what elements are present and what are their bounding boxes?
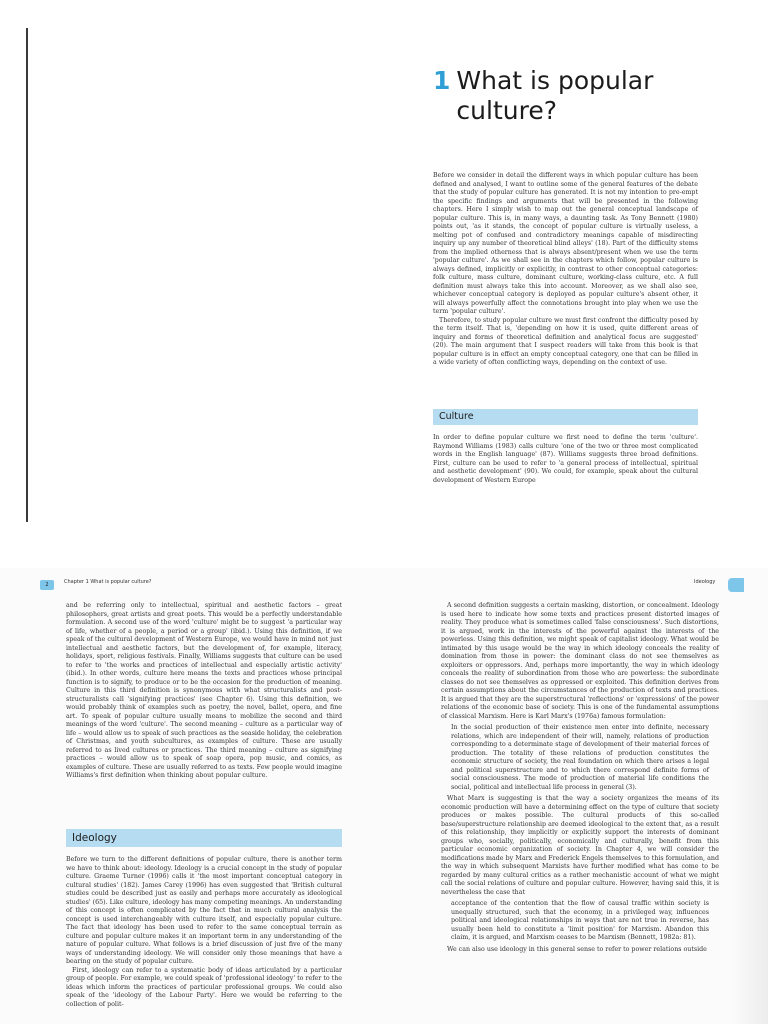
left-column-bottom [66, 856, 342, 1009]
left-running-head: Chapter 1 What is popular culture? [64, 579, 152, 585]
left-paragraph-2: Before we turn to the different definitions of popular culture, there is another term we have to think about: ideology. Ideology is a crucial concept in the study of popular culture. Graeme Turner (1996) calls it 'the most important conceptual category in cultural studies' (182). James Carey (1996) has even suggested that 'British cultural studies could be described just as easily and perhaps more accurately as ideological studies' (65). Like culture, ideology has many competing meanings. An understanding of this concept is often complicated by the fact that in much cultural analysis the concept is used interchangeably with culture itself, and especially popular culture. The fact that ideology has been used to refer to the same conceptual terrain as culture and popular culture makes it an important term in any understanding of the nature of popular culture. What follows is a brief discussion of just five of the many ways of understanding ideology. We will consider only those meanings that have a bearing on the study of popular culture. [66, 856, 342, 965]
intro-paragraph-2: Therefore, to study popular culture we must first confront the difficulty posed by the term itself. That is, 'depending on how it is used, quite different areas of inquiry and forms of theoretical definition and analytical focus are suggested' (20). The main argument that I suspect readers will take from this book is that popular culture is in effect an empty conceptual category, one that can be filled in a wide variety of often conflicting ways, depending on the context of use. [433, 316, 698, 366]
right-page-tab [728, 578, 744, 592]
bennett-quote [451, 900, 709, 943]
chapter-number: 1 [433, 66, 451, 95]
culture-heading: Culture [433, 409, 698, 425]
page-number-tab: 2 [40, 580, 54, 590]
culture-paragraph: In order to define popular culture we first need to define the term 'culture'. Raymond Williams (1983) calls culture 'one of the two or three most complicated words in the English language' (87). Williams suggests three broad definitions. First, culture can be used to refer to 'a general process of intellectual, spiritual and aesthetic development' (90). We could, for example, speak about the cultural development of Western Europe [433, 434, 698, 484]
left-paragraph-3: First, ideology can refer to a systematic body of ideas articulated by a particular group of people. For example, we could speak of 'professional ideology' to refer to the ideas which inform the practices of particular professional groups. We could also speak of the 'ideology of the Labour Party'. Here we would be referring to the collection of polit- [66, 966, 342, 1008]
ideology-heading: Ideology [66, 829, 342, 847]
chapter-title-line1: What is popular [456, 66, 654, 95]
marx-quote [451, 724, 709, 792]
right-running-head: Ideology [694, 579, 716, 585]
chapter-title-line2: culture? [456, 96, 557, 125]
right-paragraph-2: What Marx is suggesting is that the way a society organizes the means of its economic production will have a determining effect on the type of culture that society produces or makes possible. The cultural products of this so-called base/superstructure relationship are deemed ideological to the extent that, as a result of this relationship, they implicitly or explicitly support the interests of dominant groups who, socially, politically, economically and culturally, benefit from this particular economic organization of society. In Chapter 4, we will consider the modifications made by Marx and Frederick Engels themselves to this formulation, and the way in which subsequent Marxists have further modified what has come to be regarded by many cultural critics as a rather mechanistic account of what we might call the social relations of culture and popular culture. However, having said this, it is nevertheless the case that [441, 795, 719, 896]
bennett-quote-text: acceptance of the contention that the flow of causal traffic within society is unequally structured, such that the economy, in a privileged way, influences political and ideological relationships in ways that are not true in reverse, has usually been held to constitute a 'limit position' for Marxism. Abandon this claim, it is argued, and Marxism ceases to be Marxism (Bennett, 1982a: 81). [451, 900, 709, 941]
page-curl-shadow [730, 700, 768, 1024]
page-binding-line [26, 28, 28, 522]
marx-quote-text: In the social production of their existence men enter into definite, necessary relations, which are independent of their will, namely, relations of production corresponding to a determinate stage of development of their material forces of production. The totality of these relations of production constitutes the economic structure of society, the real foundation on which there arises a legal and political superstructure and to which there correspond definite forms of social consciousness. The mode of production of material life conditions the social, political and intellectual life process in general (3). [451, 724, 709, 791]
right-paragraph-3: We can also use ideology in this general sense to refer to power relations outside [447, 945, 707, 953]
culture-text [433, 434, 698, 485]
intro-text [433, 172, 698, 368]
chapter-title [433, 66, 653, 126]
right-column [441, 602, 719, 954]
right-paragraph-1: A second definition suggests a certain masking, distortion, or concealment. Ideology is used here to indicate how some texts and practices present distorted images of reality. They produce what is sometimes called 'false consciousness'. Such distortions, it is argued, work in the interests of the powerful against the interests of the powerless. Using this definition, we might speak of capitalist ideology. What would be intimated by this usage would be the way in which ideology conceals the reality of domination from those in power: the dominant class do not see themselves as exploiters or oppressors. And, perhaps more importantly, the way in which ideology conceals the reality of subordination from those who are powerless: the subordinate classes do not see themselves as oppressed or exploited. This definition derives from certain assumptions about the circumstances of the production of texts and practices. It is argued that they are the superstructural 'reflections' or 'expressions' of the power relations of the economic base of society. This is one of the fundamental assumptions of classical Marxism. Here is Karl Marx's (1976a) famous formulation: [441, 602, 719, 720]
left-column-top [66, 602, 342, 781]
left-paragraph-1: and be referring only to intellectual, spiritual and aesthetic factors – great philosophers, great artists and great poets. This would be a perfectly understandable formulation. A second use of the word 'culture' might be to suggest 'a particular way of life, whether of a people, a period or a group' (ibid.). Using this definition, if we speak of the cultural development of Western Europe, we would have in mind not just intellectual and aesthetic factors, but the development of, for example, literacy, holidays, sport, religious festivals. Finally, Williams suggests that culture can be used to refer to 'the works and practices of intellectual and especially artistic activity' (ibid.). In other words, culture here means the texts and practices whose principal function is to signify, to produce or to be the occasion for the production of meaning. Culture in this third definition is synonymous with what structuralists and post-structuralists call 'signifying practices' (see Chapter 6). Using this definition, we would probably think of examples such as poetry, the novel, ballet, opera, and fine art. To speak of popular culture usually means to mobilize the second and third meanings of the word 'culture'. The second meaning – culture as a particular way of life – would allow us to speak of such practices as the seaside holiday, the celebration of Christmas, and youth subcultures, as examples of culture. These are usually referred to as lived cultures or practices. The third meaning – culture as signifying practices – would allow us to speak of soap opera, pop music, and comics, as examples of culture. These are usually referred to as texts. Few people would imagine Williams's first definition when thinking about popular culture. [66, 602, 342, 779]
intro-paragraph-1: Before we consider in detail the different ways in which popular culture has been defined and analysed, I want to outline some of the general features of the debate that the study of popular culture has generated. It is not my intention to pre-empt the specific findings and arguments that will be presented in the following chapters. Here I simply wish to map out the general conceptual landscape of popular culture. This is, in many ways, a daunting task. As Tony Bennett (1980) points out, 'as it stands, the concept of popular culture is virtually useless, a melting pot of confused and contradictory meanings capable of misdirecting inquiry up any number of theoretical blind alleys' (18). Part of the difficulty stems from the implied otherness that is always absent/present when we use the term 'popular culture'. As we shall see in the chapters which follow, popular culture is always defined, implicitly or explicitly, in contrast to other conceptual categories: folk culture, mass culture, dominant culture, working-class culture, etc. A full definition must always take this into account. Moreover, as we shall also see, whichever conceptual category is deployed as popular culture's absent other, it will always powerfully affect the connotations brought into play when we use the term 'popular culture'. [433, 172, 698, 315]
